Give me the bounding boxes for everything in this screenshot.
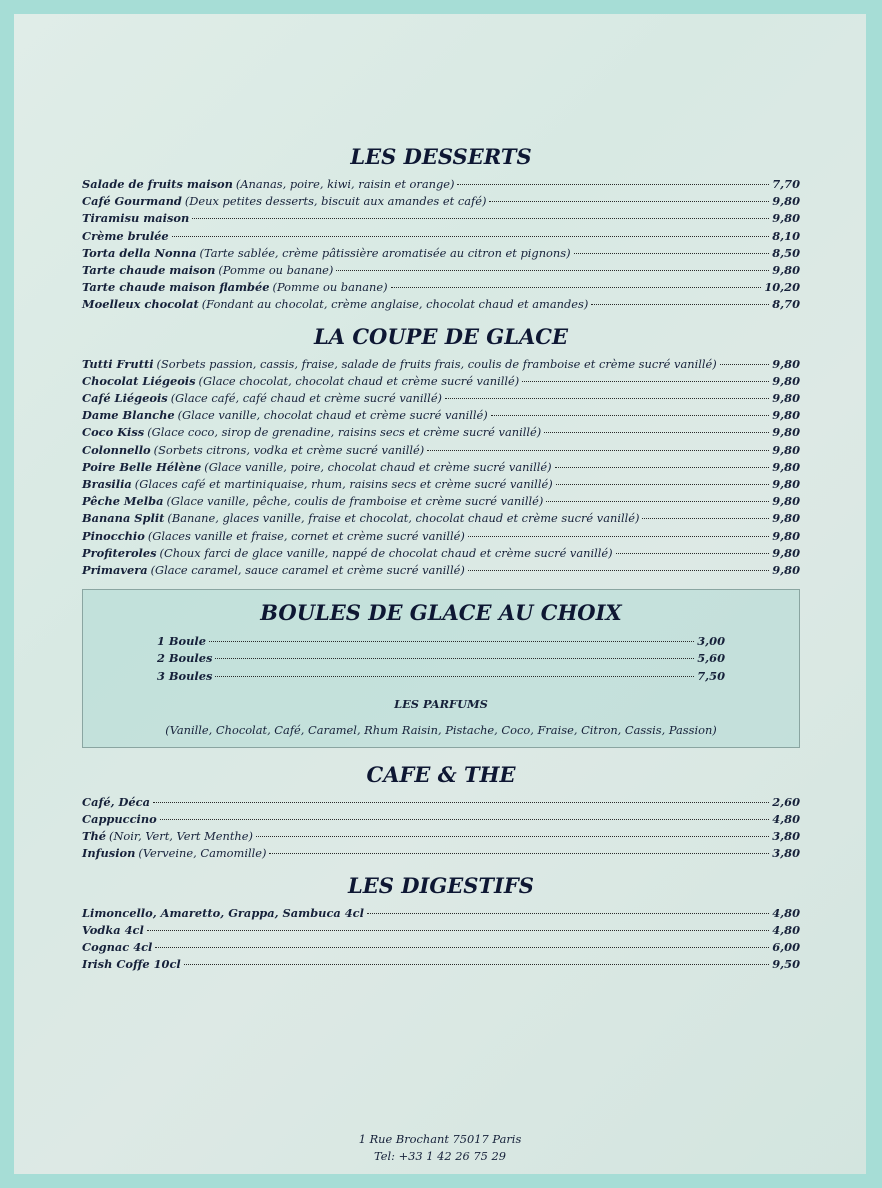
item-description: (Glace vanille, poire, chocolat chaud et crème sucré vanillé) (204, 459, 552, 474)
menu-item-row (82, 176, 800, 193)
menu-item-row (82, 939, 800, 956)
dot-leader (468, 570, 769, 571)
menu-item-row (82, 424, 800, 441)
item-price: 9,80 (772, 408, 800, 423)
dot-leader (491, 415, 770, 416)
item-price: 9,80 (772, 211, 800, 226)
item-name: Crème brulée (82, 228, 169, 243)
item-description: (Pomme ou banane) (272, 280, 388, 295)
item-description: (Ananas, poire, kiwi, raisin et orange) (235, 177, 455, 191)
dot-leader (468, 536, 769, 537)
item-price: 9,80 (772, 391, 800, 406)
footer-address: 1 Rue Brochant 75017 Paris (358, 1132, 522, 1146)
menu-item-row (157, 633, 725, 650)
dot-leader (574, 253, 770, 254)
item-name: 1 Boule (157, 634, 206, 649)
menu-item-row (82, 905, 800, 922)
item-list (82, 176, 800, 314)
dot-leader (591, 304, 769, 305)
item-name: Tutti Frutti (82, 356, 154, 371)
flavours-title: LES PARFUMS (394, 696, 488, 711)
item-name: Torta della Nonna (82, 245, 197, 260)
menu-item-row (82, 210, 800, 227)
dot-leader (215, 676, 694, 677)
dot-leader (153, 802, 769, 803)
item-name: Cognac 4cl (82, 940, 153, 955)
menu-item-row (82, 956, 800, 973)
menu-item-row (82, 476, 800, 493)
dot-leader (192, 218, 769, 219)
item-price: 3,80 (772, 846, 800, 861)
menu-item-row (82, 528, 800, 545)
menu-item-row (157, 668, 725, 685)
item-name: Chocolat Liégeois (82, 373, 196, 388)
item-description: (Choux farci de glace vanille, nappé de chocolat chaud et crème sucré vanillé) (159, 545, 613, 560)
item-price: 6,00 (772, 940, 800, 955)
dot-leader (555, 467, 770, 468)
dot-leader (367, 913, 769, 914)
dot-leader (544, 432, 769, 433)
section-title: CAFE & THE (366, 761, 516, 787)
item-price: 7,50 (697, 668, 725, 683)
item-name: Pêche Melba (82, 494, 164, 509)
menu-item-row (82, 228, 800, 245)
menu-item-row (82, 545, 800, 562)
item-name: Thé (82, 829, 107, 844)
item-description: (Fondant au chocolat, crème anglaise, chocolat chaud et amandes) (201, 297, 589, 312)
item-price: 9,80 (772, 528, 800, 543)
item-price: 8,50 (772, 245, 800, 260)
dot-leader (445, 398, 769, 399)
dot-leader (160, 819, 770, 820)
menu-content (82, 144, 800, 984)
item-list (82, 794, 800, 863)
item-price: 9,80 (772, 356, 800, 371)
menu-section (82, 324, 800, 580)
item-name: Profiteroles (82, 545, 157, 560)
dot-leader (522, 381, 769, 382)
item-name: Brasilia (82, 477, 132, 492)
dot-leader (172, 236, 770, 237)
item-name: Primavera (82, 563, 148, 578)
menu-item-row (82, 922, 800, 939)
item-description: (Tarte sablée, crème pâtissière aromatisée au citron et pignons) (199, 245, 571, 260)
item-price: 9,80 (772, 425, 800, 440)
item-price: 4,80 (772, 905, 800, 920)
menu-item-row (82, 262, 800, 279)
dot-leader (269, 853, 769, 854)
item-name: Tiramisu maison (82, 211, 190, 226)
menu-item-row (82, 811, 800, 828)
item-price: 4,80 (772, 922, 800, 937)
menu-section (82, 873, 800, 974)
flavours-list: (Vanille, Chocolat, Café, Caramel, Rhum Raisin, Pistache, Coco, Fraise, Citron, Cassis, Passion) (165, 722, 717, 737)
menu-item-row (82, 373, 800, 390)
item-name: 2 Boules (157, 651, 213, 666)
item-price: 9,80 (772, 459, 800, 474)
dot-leader (457, 184, 769, 185)
item-name: Tarte chaude maison flambée (82, 280, 270, 295)
item-name: 3 Boules (157, 668, 213, 683)
menu-item-row (82, 193, 800, 210)
item-price: 10,20 (764, 280, 800, 295)
item-name: Café, Déca (82, 794, 150, 809)
item-name: Café Gourmand (82, 194, 182, 209)
item-name: Pinocchio (82, 528, 145, 543)
menu-item-row (82, 493, 800, 510)
item-name: Café Liégeois (82, 391, 168, 406)
item-price: 9,80 (772, 494, 800, 509)
section-title: LES DIGESTIFS (348, 872, 534, 898)
item-price: 7,70 (772, 177, 800, 191)
menu-item-row (82, 279, 800, 296)
dot-leader (427, 450, 769, 451)
item-price: 9,80 (772, 263, 800, 278)
menu-item-row (82, 562, 800, 579)
item-description: (Glace vanille, pêche, coulis de framboise et crème sucré vanillé) (166, 494, 544, 509)
item-price: 9,80 (772, 194, 800, 209)
item-name: Limoncello, Amaretto, Grappa, Sambuca 4cl (82, 905, 364, 920)
item-price: 4,80 (772, 812, 800, 827)
item-price: 5,60 (697, 651, 725, 666)
menu-item-row (82, 510, 800, 527)
section-title: LES DESSERTS (350, 144, 532, 169)
ice-cream-scoops-box (82, 589, 800, 748)
item-description: (Glaces vanille et fraise, cornet et crème sucré vanillé) (147, 528, 465, 543)
menu-item-row (82, 407, 800, 424)
dot-leader (616, 553, 770, 554)
item-name: Cappuccino (82, 812, 157, 827)
item-price: 9,50 (772, 957, 800, 972)
menu-item-row (82, 442, 800, 459)
item-name: Colonnello (82, 442, 151, 457)
item-name: Vodka 4cl (82, 922, 144, 937)
menu-item-row (82, 459, 800, 476)
dot-leader (391, 287, 762, 288)
item-price: 9,80 (772, 442, 800, 457)
menu-item-row (82, 356, 800, 373)
menu-section (82, 762, 800, 863)
item-name: Coco Kiss (82, 425, 145, 440)
item-description: (Glace chocolat, chocolat chaud et crème sucré vanillé) (198, 373, 520, 388)
item-description: (Glaces café et martiniquaise, rhum, raisins secs et crème sucré vanillé) (134, 477, 553, 492)
item-price: 9,80 (772, 511, 800, 526)
item-description: (Verveine, Camomille) (138, 846, 267, 861)
section-title: BOULES DE GLACE AU CHOIX (260, 600, 622, 626)
footer-phone: Tel: +33 1 42 26 75 29 (374, 1149, 506, 1163)
item-price: 2,60 (772, 794, 800, 809)
item-description: (Sorbets passion, cassis, fraise, salade de fruits frais, coulis de framboise et crème sucré vanillé) (156, 356, 717, 371)
item-name: Tarte chaude maison (82, 263, 216, 278)
item-price: 9,80 (772, 477, 800, 492)
dot-leader (546, 501, 769, 502)
item-list (82, 905, 800, 974)
item-description: (Glace caramel, sauce caramel et crème sucré vanillé) (150, 563, 465, 578)
item-price: 9,80 (772, 373, 800, 388)
item-description: (Banane, glaces vanille, fraise et chocolat, chocolat chaud et crème sucré vanillé) (167, 511, 640, 526)
item-description: (Sorbets citrons, vodka et crème sucré vanillé) (153, 442, 425, 457)
item-description: (Noir, Vert, Vert Menthe) (109, 829, 253, 844)
dot-leader (155, 947, 769, 948)
item-price: 8,10 (772, 228, 800, 243)
menu-item-row (82, 390, 800, 407)
menu-item-row (157, 650, 725, 667)
item-price: 8,70 (772, 297, 800, 312)
menu-page (14, 14, 866, 1174)
item-list (82, 356, 800, 580)
section-title: LA COUPE DE GLACE (313, 323, 569, 349)
item-name: Moelleux chocolat (82, 297, 199, 312)
item-description: (Glace café, café chaud et crème sucré vanillé) (170, 391, 443, 406)
item-price: 9,80 (772, 563, 800, 578)
item-name: Infusion (82, 846, 136, 861)
dot-leader (184, 964, 770, 965)
menu-item-row (82, 245, 800, 262)
menu-item-row (82, 845, 800, 862)
item-name: Banana Split (82, 511, 165, 526)
item-description: (Pomme ou banane) (218, 263, 334, 278)
item-description: (Deux petites desserts, biscuit aux amandes et café) (184, 194, 487, 209)
item-name: Dame Blanche (82, 408, 175, 423)
menu-section (82, 144, 800, 314)
item-price: 9,80 (772, 545, 800, 560)
dot-leader (642, 518, 769, 519)
dot-leader (215, 658, 694, 659)
footer (14, 1131, 866, 1165)
item-name: Irish Coffe 10cl (82, 957, 181, 972)
item-name: Poire Belle Hélène (82, 459, 202, 474)
dot-leader (720, 364, 770, 365)
item-name: Salade de fruits maison (82, 177, 233, 191)
dot-leader (147, 930, 769, 931)
dot-leader (209, 641, 694, 642)
menu-item-row (82, 794, 800, 811)
item-description: (Glace coco, sirop de grenadine, raisins secs et crème sucré vanillé) (147, 425, 542, 440)
dot-leader (556, 484, 770, 485)
item-description: (Glace vanille, chocolat chaud et crème sucré vanillé) (177, 408, 488, 423)
item-price: 3,80 (772, 829, 800, 844)
menu-item-row (82, 828, 800, 845)
dot-leader (489, 201, 769, 202)
menu-item-row (82, 296, 800, 313)
item-price: 3,00 (697, 634, 725, 649)
dot-leader (256, 836, 769, 837)
dot-leader (336, 270, 769, 271)
